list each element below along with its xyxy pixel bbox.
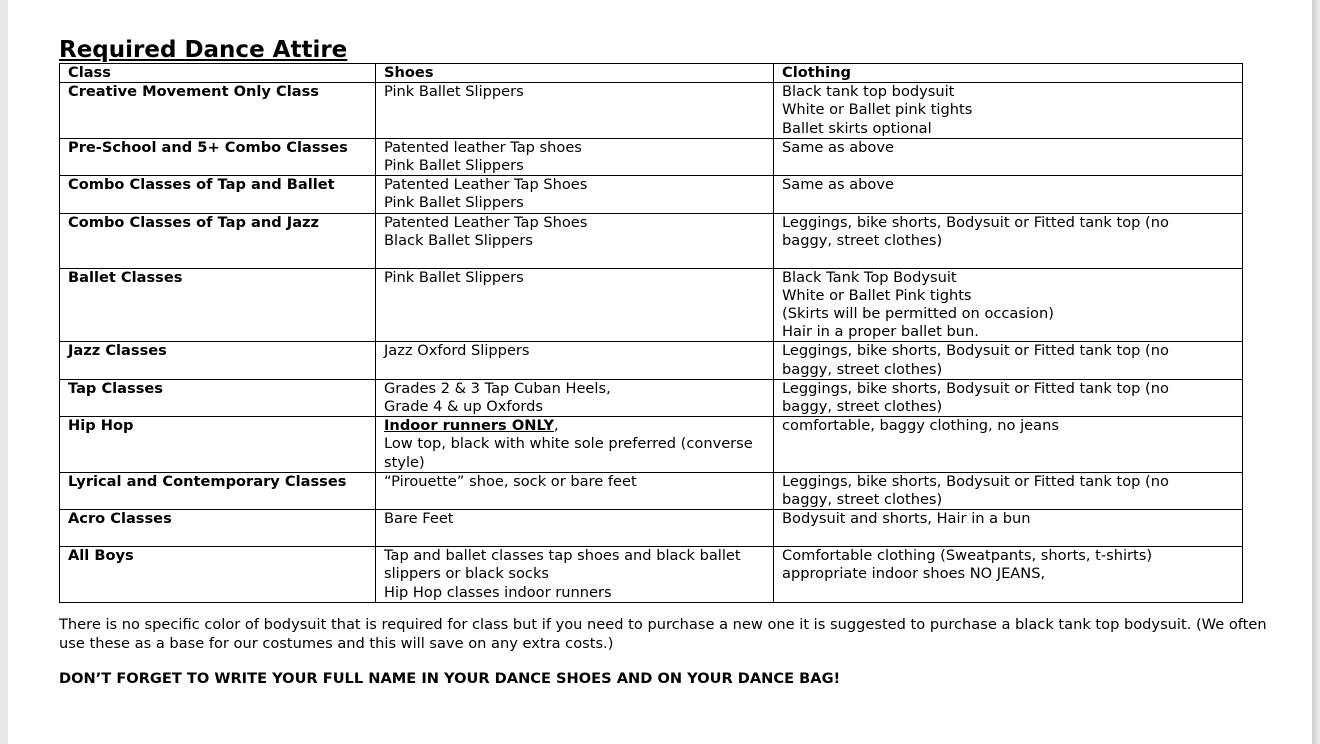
table-row [60,138,1243,175]
table-body [60,83,1243,603]
clothing-cell [774,547,1243,603]
clothing-line: Leggings, bike shorts, Bodysuit or Fitted tank top (no [782,342,1169,360]
table-row [60,213,1243,268]
header-clothing: Clothing [774,64,1243,83]
shoes-line: Pink Ballet Slippers [384,268,524,286]
clothing-line: White or Ballet pink tights [782,101,973,119]
class-cell: Jazz Classes [60,342,376,379]
table-row [60,547,1243,603]
shoes-line: Grade 4 & up Oxfords [384,398,544,416]
shoes-line: Black Ballet Slippers [384,231,534,249]
header-shoes: Shoes [376,64,774,83]
clothing-cell [774,268,1243,342]
table-row [60,379,1243,416]
class-cell: Combo Classes of Tap and Jazz [60,213,376,268]
class-cell: Tap Classes [60,379,376,416]
shoes-emphasis-line [384,417,765,435]
clothing-cell [774,138,1243,175]
shoes-line: Jazz Oxford Slippers [384,342,530,360]
shoes-line: “Pirouette” shoe, sock or bare feet [384,472,637,490]
class-cell: Hip Hop [60,417,376,473]
table-row [60,268,1243,342]
clothing-line: Same as above [782,138,894,156]
clothing-line: baggy, street clothes) [782,231,943,249]
shoes-line: Hip Hop classes indoor runners [384,583,612,601]
page-edge-shadow [1312,0,1320,744]
shoes-cell [376,547,774,603]
table-row [60,472,1243,509]
shoes-line: Patented Leather Tap Shoes [384,176,588,194]
class-cell: Ballet Classes [60,268,376,342]
shoes-emphasis: Indoor runners ONLY [384,417,555,435]
clothing-line: Leggings, bike shorts, Bodysuit or Fitted tank top (no [782,379,1169,397]
shoes-line: style) [384,453,425,471]
shoes-cell [376,417,774,473]
clothing-cell [774,510,1243,547]
shoes-line: Patented leather Tap shoes [384,138,582,156]
clothing-line: Same as above [782,176,894,194]
class-cell: Combo Classes of Tap and Ballet [60,176,376,213]
shoes-line: Patented Leather Tap Shoes [384,213,588,231]
clothing-line: Comfortable clothing (Sweatpants, shorts, t-shirts) [782,547,1153,565]
bodysuit-note: There is no specific color of bodysuit that is required for class but if you need to purchase a new one it is suggested to purchase a black tank top bodysuit. (We often use these as a base for our costumes and this will save on any extra costs.) [59,616,1267,652]
table-row [60,342,1243,379]
clothing-line: Leggings, bike shorts, Bodysuit or Fitted tank top (no [782,213,1169,231]
class-cell: Pre-School and 5+ Combo Classes [60,138,376,175]
class-cell: Creative Movement Only Class [60,83,376,139]
clothing-line: appropriate indoor shoes NO JEANS, [782,565,1046,583]
clothing-cell [774,83,1243,139]
shoes-line: Pink Ballet Slippers [384,194,524,212]
class-cell: All Boys [60,547,376,603]
header-class: Class [60,64,376,83]
clothing-line: Ballet skirts optional [782,119,932,137]
clothing-line: Bodysuit and shorts, Hair in a bun [782,510,1031,528]
clothing-cell [774,176,1243,213]
shoes-line: Pink Ballet Slippers [384,157,524,175]
clothing-line: baggy, street clothes) [782,491,943,509]
table-row [60,83,1243,139]
reminder-text: DON’T FORGET TO WRITE YOUR FULL NAME IN YOUR DANCE SHOES AND ON YOUR DANCE BAG! [59,670,841,687]
shoes-cell [376,176,774,213]
table-row [60,417,1243,473]
class-cell: Lyrical and Contemporary Classes [60,472,376,509]
clothing-line: Black Tank Top Bodysuit [782,268,957,286]
shoes-line: Grades 2 & 3 Tap Cuban Heels, [384,379,611,397]
shoes-cell [376,213,774,268]
shoes-cell [376,268,774,342]
shoes-line: Low top, black with white sole preferred (converse [384,435,753,453]
attire-table [59,63,1243,603]
clothing-cell [774,379,1243,416]
clothing-cell [774,342,1243,379]
clothing-line: baggy, street clothes) [782,398,943,416]
table-row [60,176,1243,213]
shoes-emphasis-suffix: , [554,417,559,435]
shoes-line: Bare Feet [384,510,454,528]
shoes-cell [376,83,774,139]
clothing-line: Hair in a proper ballet bun. [782,323,979,341]
shoes-cell [376,138,774,175]
clothing-line: comfortable, baggy clothing, no jeans [782,417,1059,435]
table-header-row [60,64,1243,83]
clothing-line: baggy, street clothes) [782,360,943,378]
class-cell: Acro Classes [60,510,376,547]
shoes-cell [376,510,774,547]
clothing-line: Black tank top bodysuit [782,83,955,101]
clothing-line: Leggings, bike shorts, Bodysuit or Fitted tank top (no [782,472,1169,490]
clothing-line: (Skirts will be permitted on occasion) [782,305,1054,323]
shoes-cell [376,379,774,416]
clothing-cell [774,472,1243,509]
clothing-cell [774,213,1243,268]
page-title: Required Dance Attire [59,37,348,63]
shoes-cell [376,472,774,509]
document-page [8,0,1312,744]
table-row [60,510,1243,547]
shoes-line: Tap and ballet classes tap shoes and black ballet [384,547,741,565]
clothing-line: White or Ballet Pink tights [782,286,972,304]
shoes-line: slippers or black socks [384,565,550,583]
shoes-line: Pink Ballet Slippers [384,83,524,101]
clothing-cell [774,417,1243,473]
shoes-cell [376,342,774,379]
